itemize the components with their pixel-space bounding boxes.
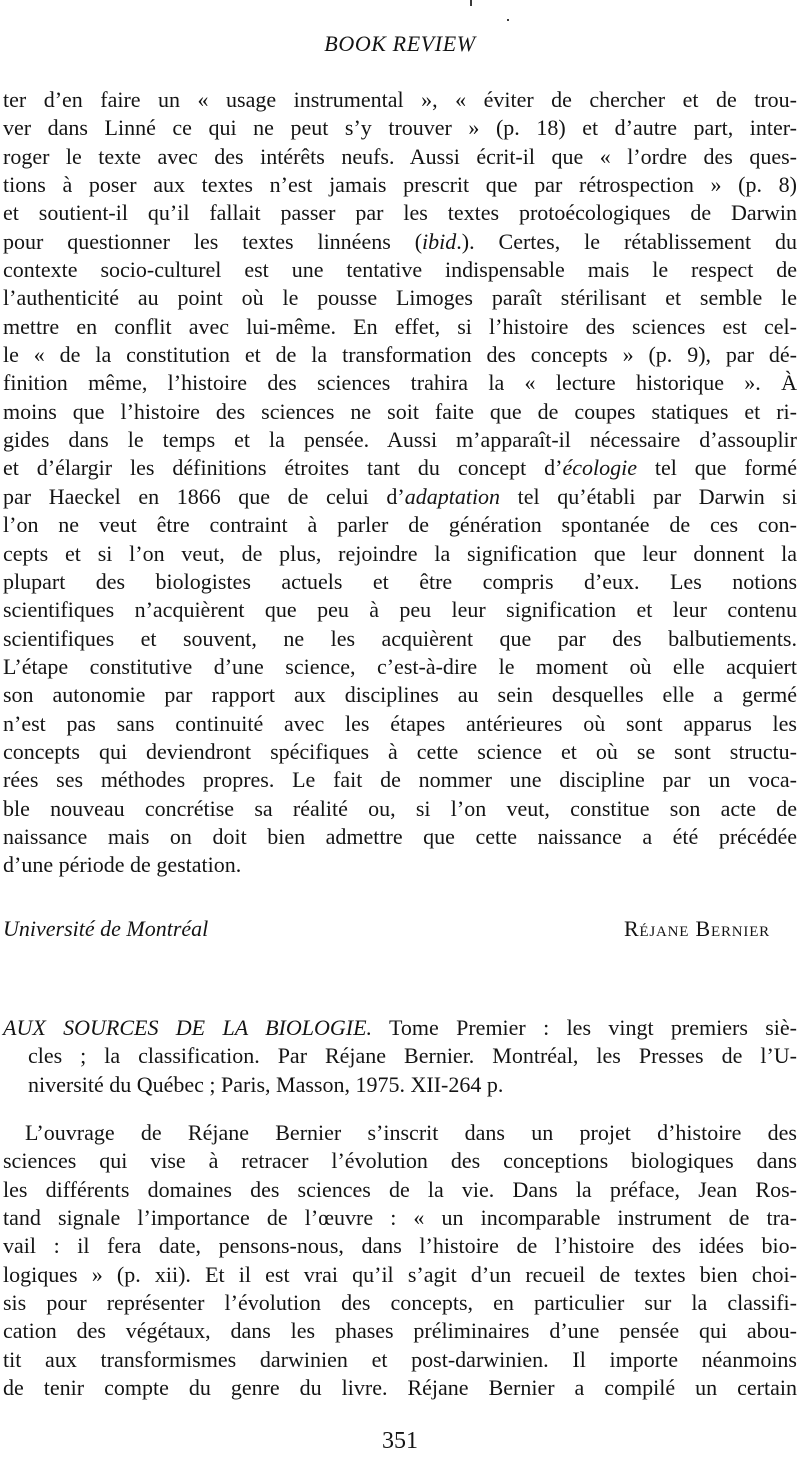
text-line bbox=[3, 653, 797, 681]
text-segment: ter d’en faire un « usage instrumental », « éviter de chercher et de trou- bbox=[3, 87, 797, 112]
text-line bbox=[3, 540, 797, 568]
text-segment: tit aux transformismes darwinien et post-darwinien. Il importe néanmoins bbox=[3, 1346, 797, 1372]
text-segment: roger le texte avec des intérêts neufs. Aussi écrit-il que « l’ordre des ques- bbox=[3, 143, 797, 169]
text-line bbox=[3, 1289, 797, 1317]
text-segment: L’ouvrage de Réjane Bernier s’inscrit dans un projet d’histoire des bbox=[25, 1120, 797, 1145]
text-line bbox=[3, 766, 797, 794]
text-segment: moins que l’histoire des sciences ne soit faite que de coupes statiques et ri- bbox=[3, 398, 797, 424]
text-segment: Tome Premier : les vingt premiers siè- bbox=[372, 1015, 798, 1040]
text-line bbox=[3, 313, 797, 341]
text-segment: cles ; la classification. Par Réjane Bernier. Montréal, les Presses de l’U- bbox=[28, 1043, 797, 1069]
text-segment: mettre en conflit avec lui-même. En effet, si l’histoire des sciences est cel- bbox=[3, 313, 797, 339]
text-line bbox=[3, 171, 797, 199]
text-segment: vail : il fera date, pensons-nous, dans l’histoire de l’histoire des idées bio- bbox=[3, 1233, 797, 1259]
text-segment: tel que formé bbox=[637, 455, 797, 481]
page-number: 351 bbox=[382, 1428, 418, 1454]
text-segment: n’est pas sans continuité avec les étapes antérieures où sont apparus les bbox=[3, 710, 797, 736]
scan-speck bbox=[507, 19, 509, 21]
text-segment: rées ses méthodes propres. Le fait de nommer une discipline par un voca- bbox=[3, 767, 797, 793]
text-line bbox=[3, 511, 797, 539]
text-segment: sis pour représenter l’évolution des concepts, en particulier sur la classifi- bbox=[3, 1290, 797, 1316]
text-segment: ver dans Linné ce qui ne peut s’y trouver » (p. 18) et d’autre part, inter- bbox=[3, 115, 797, 141]
text-segment: pour questionner les textes linnéens ( bbox=[3, 228, 423, 254]
text-segment: ble nouveau concrétise sa réalité ou, si l’on veut, constitue son acte de bbox=[3, 795, 797, 821]
text-segment: son autonomie par rapport aux disciplines au sein desquelles elle a germé bbox=[3, 682, 797, 708]
text-segment: écologie bbox=[562, 455, 637, 481]
signature-row bbox=[3, 916, 797, 942]
review-body-text bbox=[3, 86, 797, 880]
text-line bbox=[3, 823, 797, 851]
text-segment: par Haeckel en 1866 que de celui d’ bbox=[3, 483, 405, 509]
affiliation: Université de Montréal bbox=[3, 916, 209, 941]
text-line bbox=[3, 114, 797, 142]
author-name: Réjane Bernier bbox=[623, 916, 770, 941]
text-segment: ibid bbox=[422, 228, 457, 254]
text-segment: logiques » (p. xii). Et il est vrai qu’il s’agit d’un recueil de textes bien choi- bbox=[3, 1261, 797, 1287]
text-line bbox=[3, 681, 797, 709]
text-line bbox=[3, 228, 797, 256]
text-segment: les différents domaines des sciences de la vie. Dans la préface, Jean Ros- bbox=[3, 1176, 797, 1202]
text-segment: naissance mais on doit bien admettre que cette naissance a été précédée bbox=[3, 823, 797, 849]
text-line bbox=[3, 199, 797, 227]
text-line bbox=[3, 1204, 797, 1232]
text-segment: l’authenticité au point où le pousse Limoges paraît stérilisant et semble le bbox=[3, 285, 797, 311]
text-line bbox=[3, 483, 797, 511]
text-segment: plupart des biologistes actuels et être compris d’eux. Les notions bbox=[3, 568, 797, 594]
text-line bbox=[3, 1261, 797, 1289]
text-line bbox=[3, 1014, 797, 1042]
text-line bbox=[3, 1119, 797, 1147]
text-segment: scientifiques et souvent, ne les acquièrent que par des balbutiements. bbox=[3, 625, 797, 651]
running-head: BOOK REVIEW bbox=[324, 31, 476, 56]
text-line bbox=[3, 341, 797, 369]
text-segment: sciences qui vise à retracer l’évolution des conceptions biologiques dans bbox=[3, 1148, 797, 1174]
scan-speck bbox=[470, 0, 472, 6]
text-segment: tions à poser aux textes n’est jamais prescrit que par rétrospection » (p. 8) bbox=[3, 172, 797, 198]
text-segment: adaptation bbox=[404, 483, 501, 509]
review-paragraph bbox=[3, 1119, 797, 1402]
text-segment: le « de la constitution et de la transformation des concepts » (p. 9), par dé- bbox=[3, 342, 797, 368]
text-segment: et soutient-il qu’il fallait passer par les textes protoécologiques de Darwin bbox=[3, 200, 797, 226]
text-segment: concepts qui deviendront spécifiques à cette science et où se sont structu- bbox=[3, 738, 797, 764]
book-citation bbox=[3, 1014, 797, 1099]
text-segment: tel qu’établi par Darwin si bbox=[500, 483, 797, 509]
text-segment: contexte socio-culturel est une tentative indispensable mais le respect de bbox=[3, 257, 797, 283]
text-segment: gides dans le temps et la pensée. Aussi m’apparaît-il nécessaire d’assouplir bbox=[3, 427, 797, 453]
text-segment: .). Certes, le rétablissement du bbox=[456, 228, 797, 254]
text-line bbox=[3, 1317, 797, 1345]
text-segment: d’une période de gestation. bbox=[3, 852, 242, 878]
text-segment: tand signale l’importance de l’œuvre : « un incomparable instrument de tra- bbox=[3, 1205, 797, 1231]
text-line bbox=[3, 596, 797, 624]
text-line bbox=[3, 369, 797, 397]
text-line bbox=[3, 625, 797, 653]
text-line bbox=[3, 143, 797, 171]
text-line bbox=[3, 1042, 797, 1070]
text-line bbox=[3, 568, 797, 596]
text-segment: de tenir compte du genre du livre. Réjane Bernier a compilé un certain bbox=[3, 1375, 797, 1401]
text-line bbox=[3, 1232, 797, 1260]
text-line bbox=[3, 398, 797, 426]
text-line bbox=[3, 256, 797, 284]
text-line bbox=[3, 426, 797, 454]
text-line bbox=[3, 454, 797, 482]
text-segment: l’on ne veut être contraint à parler de génération spontanée de ces con- bbox=[3, 512, 797, 538]
text-line bbox=[3, 1346, 797, 1374]
text-line bbox=[3, 738, 797, 766]
text-line bbox=[3, 1071, 797, 1099]
text-segment: cepts et si l’on veut, de plus, rejoindre la signification que leur donnent la bbox=[3, 540, 797, 566]
text-line bbox=[3, 284, 797, 312]
text-segment: niversité du Québec ; Paris, Masson, 1975. XII-264 p. bbox=[28, 1071, 504, 1097]
text-segment: et d’élargir les définitions étroites tant du concept d’ bbox=[3, 455, 563, 481]
text-segment: L’étape constitutive d’une science, c’est-à-dire le moment où elle acquiert bbox=[3, 653, 797, 679]
text-line bbox=[3, 710, 797, 738]
text-segment: scientifiques n’acquièrent que peu à peu leur signification et leur contenu bbox=[3, 597, 797, 623]
text-line bbox=[3, 795, 797, 823]
text-line bbox=[3, 1374, 797, 1402]
text-line bbox=[3, 1176, 797, 1204]
text-segment: AUX SOURCES DE LA BIOLOGIE. bbox=[3, 1015, 373, 1040]
text-line bbox=[3, 1147, 797, 1175]
text-segment: cation des végétaux, dans les phases préliminaires d’une pensée qui abou- bbox=[3, 1318, 797, 1344]
text-line bbox=[3, 86, 797, 114]
text-segment: finition même, l’histoire des sciences trahira la « lecture historique ». À bbox=[3, 370, 797, 396]
text-line bbox=[3, 851, 797, 879]
